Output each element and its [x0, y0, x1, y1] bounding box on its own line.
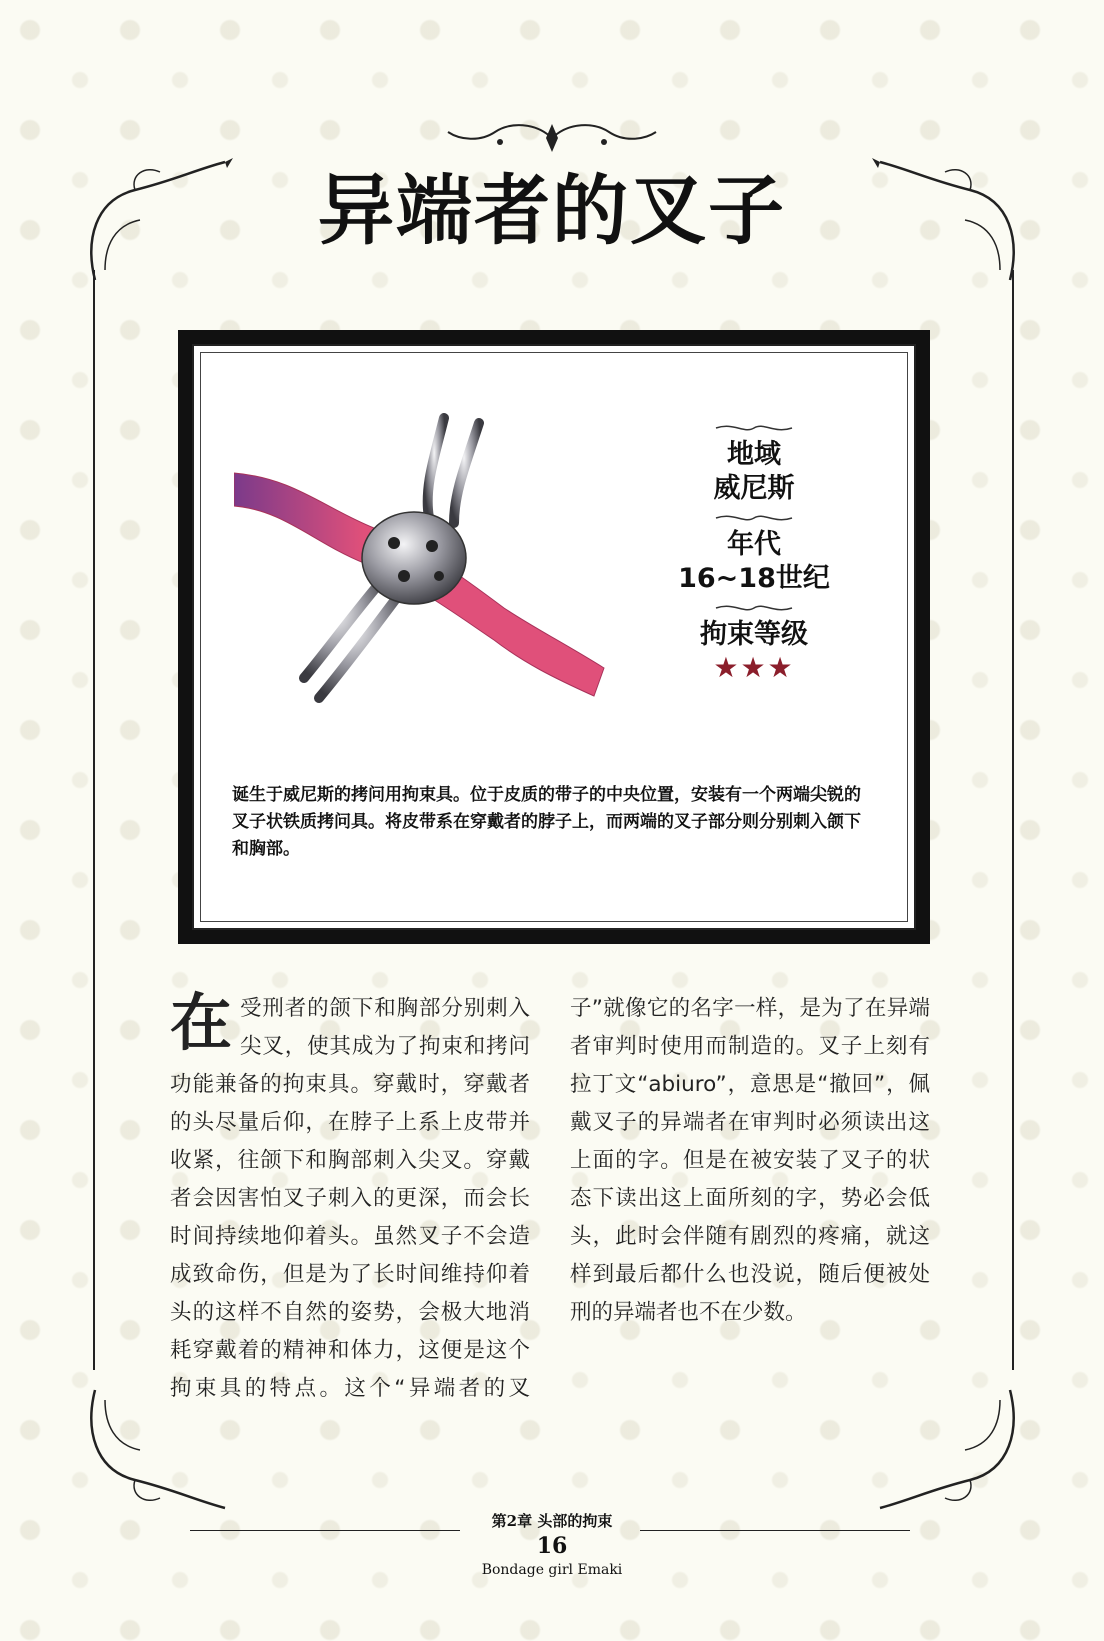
info-box-inner — [192, 344, 916, 930]
page-footer — [0, 1510, 1104, 1580]
heretics-fork-illustration — [234, 378, 614, 738]
divider-ornament — [714, 422, 794, 434]
article-paragraph — [170, 986, 930, 1410]
era-label: 年代 — [727, 529, 781, 560]
info-box — [178, 330, 930, 944]
region-label: 地域 — [727, 439, 781, 470]
item-description: 诞生于威尼斯的拷问用拘束具。位于皮质的带子的中央位置，安装有一个两端尖锐的叉子状铁质拷问具。将皮带系在穿戴者的脖子上，而两端的叉子部分则分别刺入颌下和胸部。 — [232, 785, 861, 859]
era-value: 16~18世纪 — [678, 563, 830, 594]
book-title: Bondage girl Emaki — [481, 1562, 623, 1578]
dropcap: 在 — [170, 986, 233, 1059]
stats-panel — [654, 416, 854, 684]
page-number: 16 — [536, 1533, 568, 1559]
frame-left-line — [93, 270, 95, 1370]
divider-ornament — [714, 512, 794, 524]
region-value: 威尼斯 — [713, 473, 795, 504]
restraint-level-label: 拘束等级 — [700, 619, 808, 650]
article-text: 受刑者的颌下和胸部分别刺入尖叉，使其成为了拘束和拷问功能兼备的拘束具。穿戴时，穿戴者的头尽量后仰，在脖子上系上皮带并收紧，往颌下和胸部刺入尖叉。穿戴者会因害怕叉子刺入的更深，而会长时间持续地仰着头。虽然叉子不会造成致命伤，但是为了长时间维持仰着头的这样不自然的姿势，会极大地消耗穿戴着的精神和体力，这便是这个拘束具的特点。这个“异端者的叉子”就像它的名字一样，是为了在异端者审判时使用而制造的。叉子上刻有拉丁文“abiuro”，意思是“撤回”，佩戴叉子的异端者在审判时必须读出这上面的字。但是在被安装了叉子的状态下读出这上面所刻的字，势必会低头，此时会伴随有剧烈的疼痛，就这样到最后都什么也没说，随后便被处刑的异端者也不在少数。 — [170, 996, 930, 1401]
frame-right-line — [1012, 270, 1014, 1370]
divider-ornament — [714, 602, 794, 614]
page-title: 异端者的叉子 — [318, 166, 786, 255]
restraint-level-stars: ★★★ — [713, 651, 795, 684]
chapter-label: 第2章 头部的拘束 — [491, 1512, 613, 1530]
article-body — [170, 986, 930, 1410]
